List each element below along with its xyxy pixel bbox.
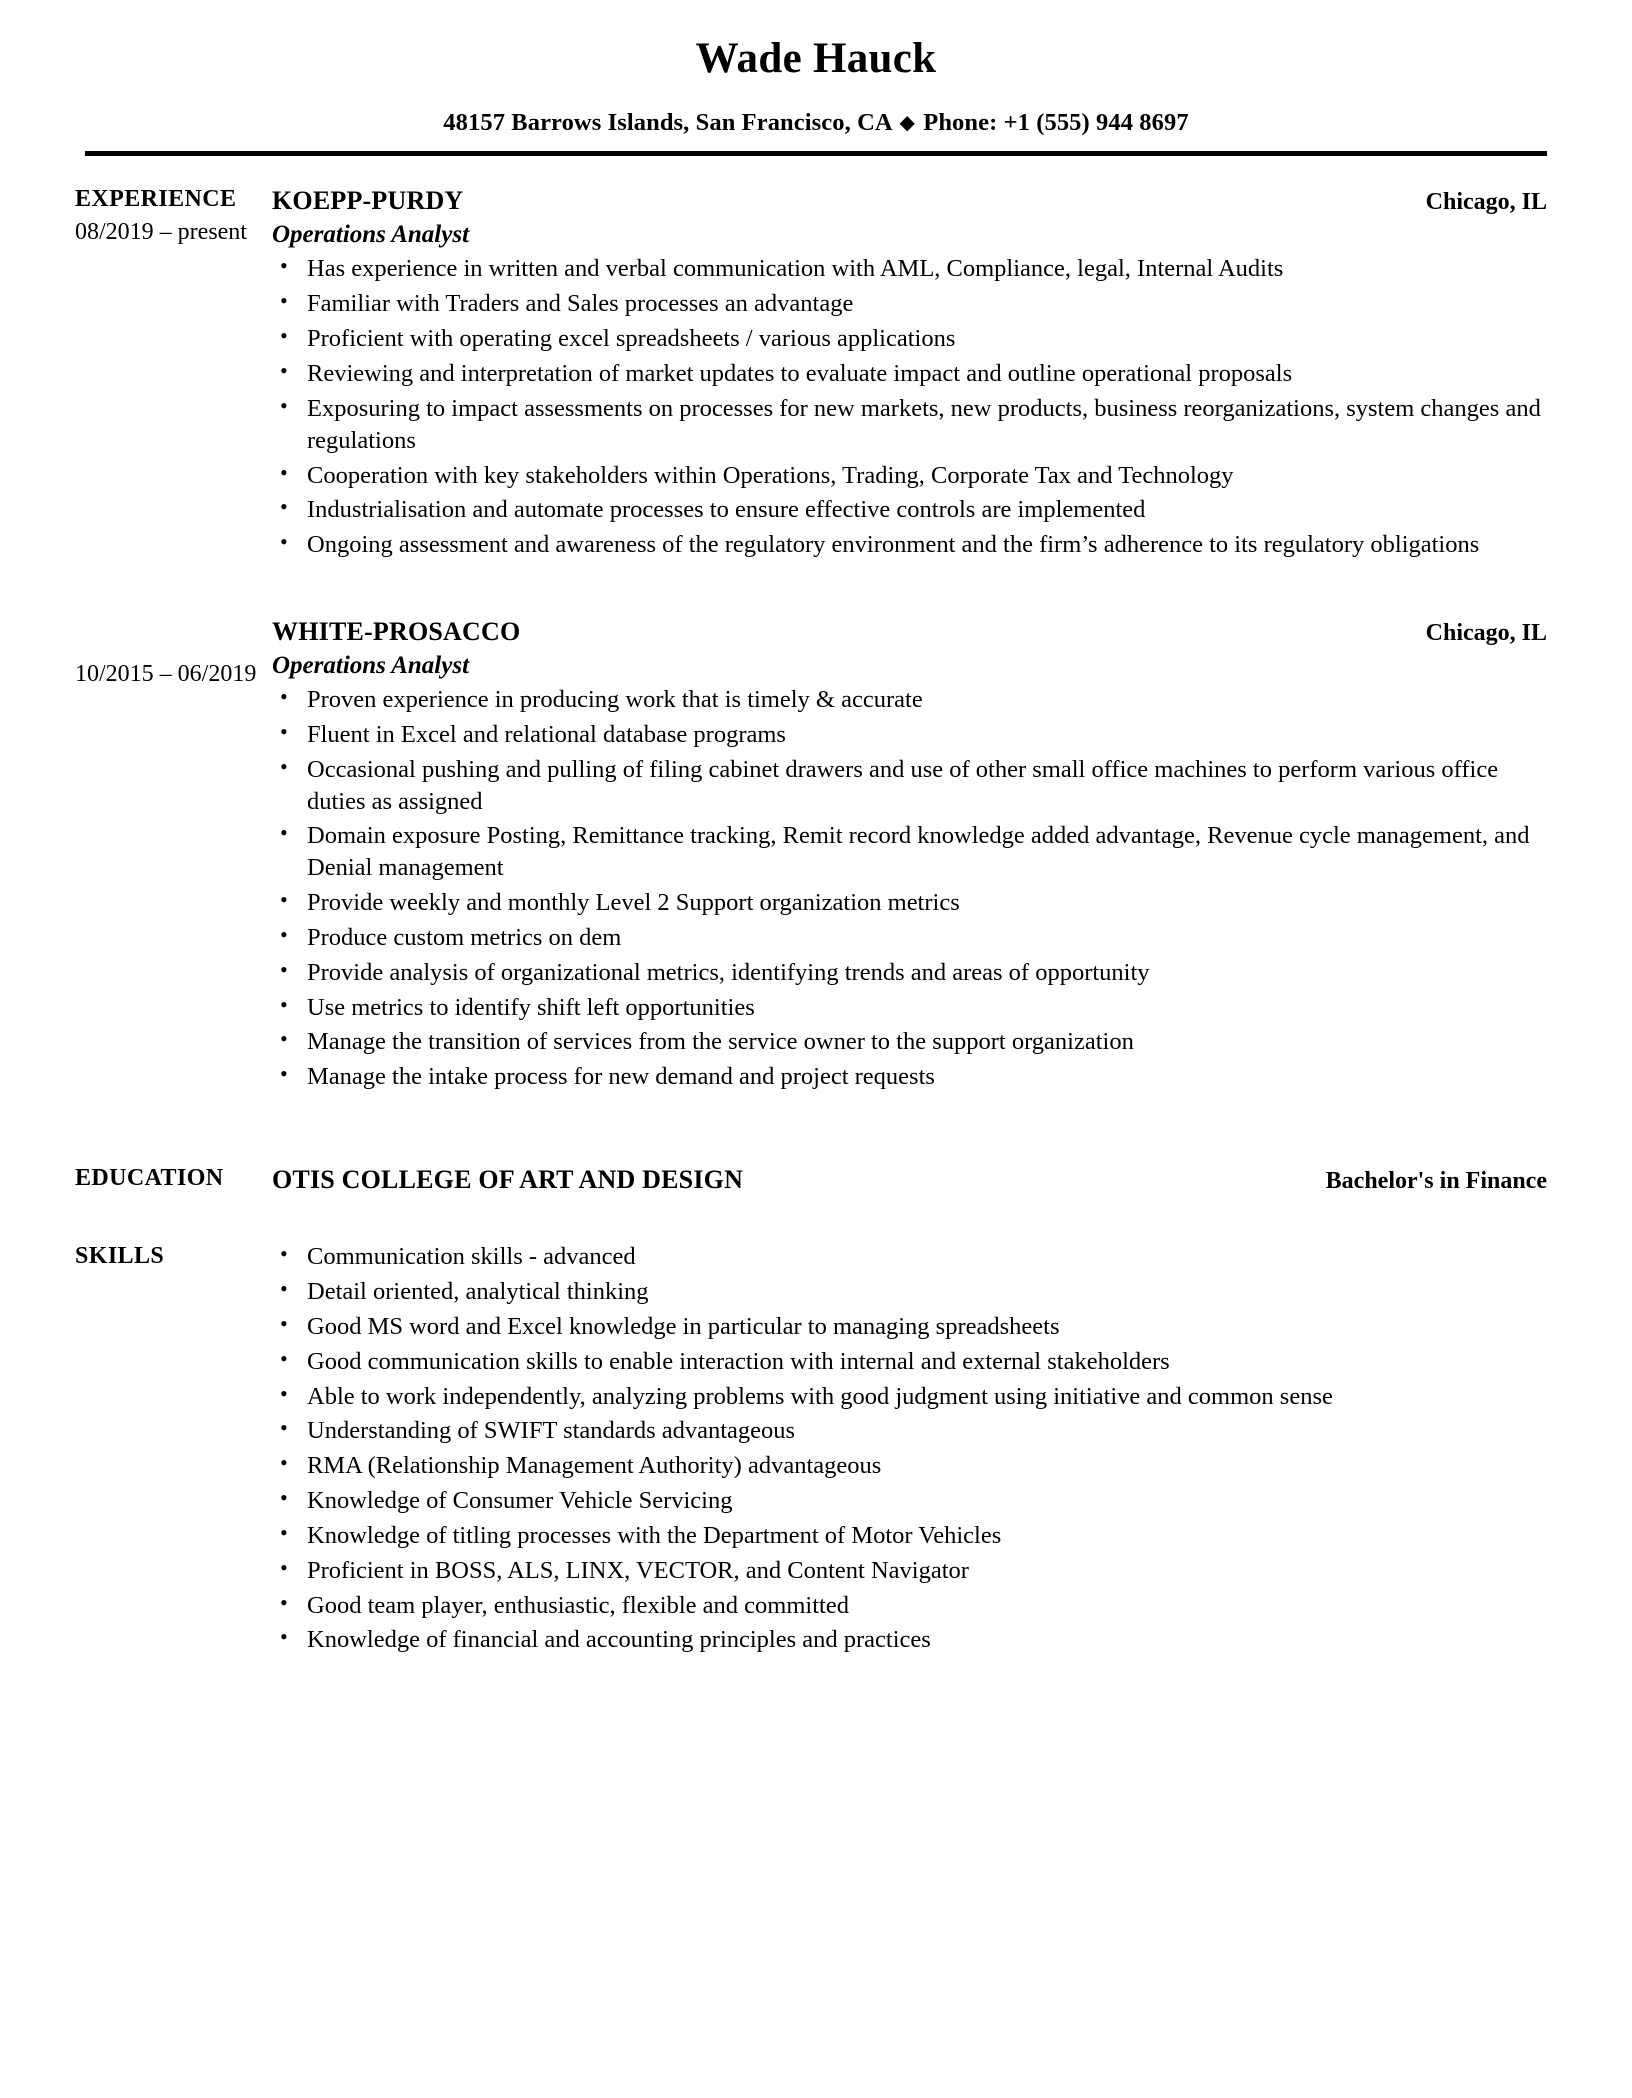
list-item: • Exposuring to impact assessments on processes for new markets, new products, business reorganizations, system changes and regulations: [272, 393, 1547, 457]
contact-line: [0, 109, 1632, 137]
skills-bullets: [272, 1241, 1547, 1656]
list-item: • Proven experience in producing work that is timely & accurate: [272, 684, 1547, 716]
list-item: • Detail oriented, analytical thinking: [272, 1276, 1547, 1308]
experience-right-column-2: [272, 617, 1632, 1093]
section-label-education: EDUCATION: [75, 1165, 224, 1192]
list-item: • RMA (Relationship Management Authority) advantageous: [272, 1450, 1547, 1482]
skills-right-column: [272, 1237, 1632, 1656]
job-bullets-1: [272, 253, 1547, 561]
job-header-1: [272, 186, 1547, 216]
list-item: • Use metrics to identify shift left opportunities: [272, 992, 1547, 1024]
list-item: • Fluent in Excel and relational database programs: [272, 719, 1547, 751]
skills-entry: [0, 1237, 1632, 1656]
education-degree: Bachelor's in Finance: [1325, 1168, 1547, 1195]
job-header-2: [272, 617, 1547, 647]
skills-left-column: [0, 1237, 272, 1270]
list-item: • Occasional pushing and pulling of filing cabinet drawers and use of other small office machines to perform various office duties as assigned: [272, 754, 1547, 818]
list-item: • Familiar with Traders and Sales processes an advantage: [272, 288, 1547, 320]
list-item: • Proficient with operating excel spreadsheets / various applications: [272, 323, 1547, 355]
list-item: • Manage the transition of services from the service owner to the support organization: [272, 1026, 1547, 1058]
job-dates-1: 08/2019 – present: [75, 219, 247, 246]
list-item: • Has experience in written and verbal communication with AML, Compliance, legal, Internal Audits: [272, 253, 1547, 285]
spacer-before-skills: [0, 1195, 1632, 1237]
section-label-skills: SKILLS: [75, 1243, 165, 1270]
spacer-between-jobs: [0, 561, 1632, 617]
job-location-2: Chicago, IL: [1425, 620, 1547, 647]
experience-left-column-2: [0, 617, 272, 688]
contact-phone: Phone: +1 (555) 944 8697: [923, 109, 1189, 137]
contact-address: 48157 Barrows Islands, San Francisco, CA: [443, 109, 892, 137]
diamond-separator-icon: ◆: [899, 112, 916, 135]
list-item: • Knowledge of titling processes with the Department of Motor Vehicles: [272, 1520, 1547, 1552]
spacer-before-education: [0, 1093, 1632, 1165]
list-item: • Good MS word and Excel knowledge in particular to managing spreadsheets: [272, 1311, 1547, 1343]
list-item: • Industrialisation and automate processes to ensure effective controls are implemented: [272, 494, 1547, 526]
job-company-2: WHITE-PROSACCO: [272, 617, 521, 647]
list-item: • Cooperation with key stakeholders within Operations, Trading, Corporate Tax and Technology: [272, 460, 1547, 492]
list-item: • Proficient in BOSS, ALS, LINX, VECTOR, and Content Navigator: [272, 1555, 1547, 1587]
education-entry: [0, 1165, 1632, 1195]
section-label-experience: EXPERIENCE: [75, 186, 237, 213]
job-title-1: Operations Analyst: [272, 221, 470, 249]
list-item: • Knowledge of financial and accounting principles and practices: [272, 1624, 1547, 1656]
list-item: • Provide weekly and monthly Level 2 Support organization metrics: [272, 887, 1547, 919]
list-item: • Understanding of SWIFT standards advantageous: [272, 1415, 1547, 1447]
job-dates-2: 10/2015 – 06/2019: [75, 661, 257, 688]
experience-entry-2: [0, 617, 1632, 1093]
list-item: • Manage the intake process for new demand and project requests: [272, 1061, 1547, 1093]
experience-left-column-1: [0, 186, 272, 246]
list-item: • Domain exposure Posting, Remittance tracking, Remit record knowledge added advantage, Revenue cycle management, and Denial management: [272, 820, 1547, 884]
job-bullets-2: [272, 684, 1547, 1093]
job-company-1: KOEPP-PURDY: [272, 186, 464, 216]
list-item: • Communication skills - advanced: [272, 1241, 1547, 1273]
list-item: • Produce custom metrics on dem: [272, 922, 1547, 954]
list-item: • Good team player, enthusiastic, flexible and committed: [272, 1590, 1547, 1622]
resume-body: [0, 156, 1632, 1656]
resume-header: [0, 0, 1632, 156]
education-school: OTIS COLLEGE OF ART AND DESIGN: [272, 1165, 744, 1195]
list-item: • Able to work independently, analyzing problems with good judgment using initiative and common sense: [272, 1381, 1547, 1413]
experience-right-column-1: [272, 186, 1632, 561]
list-item: • Knowledge of Consumer Vehicle Servicing: [272, 1485, 1547, 1517]
experience-entry-1: [0, 186, 1632, 561]
list-item: • Reviewing and interpretation of market updates to evaluate impact and outline operational proposals: [272, 358, 1547, 390]
list-item: • Ongoing assessment and awareness of the regulatory environment and the firm’s adherence to its regulatory obligations: [272, 529, 1547, 561]
job-title-2: Operations Analyst: [272, 652, 470, 680]
education-right-column: [272, 1165, 1632, 1195]
candidate-name: Wade Hauck: [695, 35, 937, 82]
list-item: • Good communication skills to enable interaction with internal and external stakeholders: [272, 1346, 1547, 1378]
list-item: • Provide analysis of organizational metrics, identifying trends and areas of opportunity: [272, 957, 1547, 989]
job-location-1: Chicago, IL: [1425, 189, 1547, 216]
education-left-column: [0, 1165, 272, 1192]
education-header: [272, 1165, 1547, 1195]
